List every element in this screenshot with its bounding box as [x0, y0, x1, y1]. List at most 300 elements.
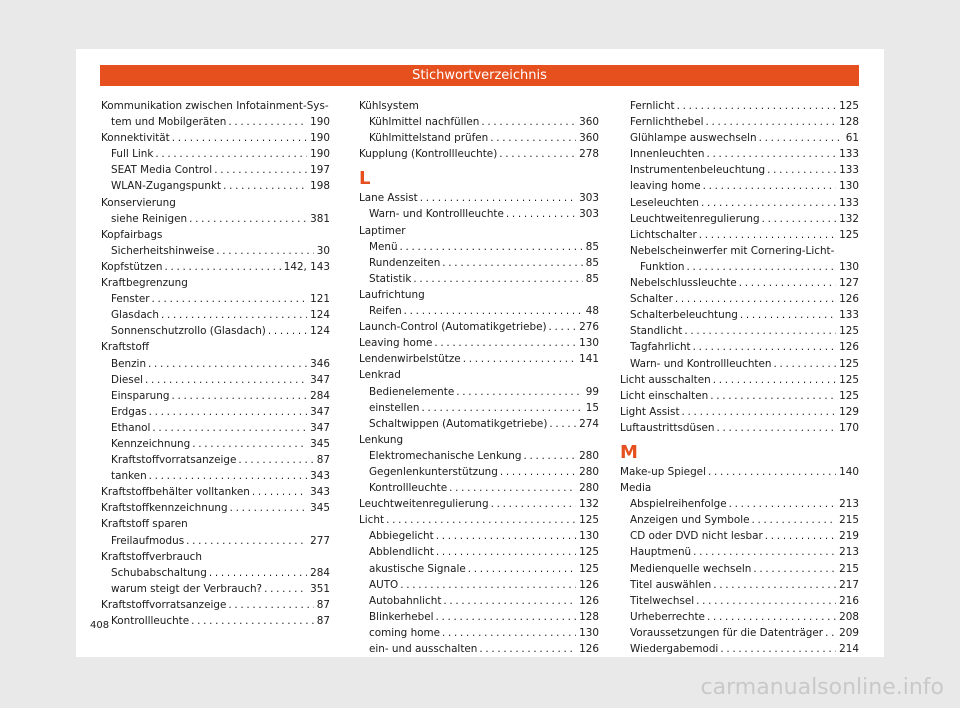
index-entry — [101, 259, 330, 275]
dot-leader — [757, 130, 843, 146]
index-entry — [620, 561, 859, 577]
index-entry — [620, 528, 859, 544]
index-entry — [101, 372, 330, 388]
index-entry-page: 213 — [839, 546, 859, 559]
index-entry-page: 345 — [310, 437, 330, 450]
dot-leader — [714, 420, 836, 436]
index-entry-term: Licht — [359, 514, 385, 527]
index-entry — [620, 577, 859, 593]
dot-leader — [147, 404, 308, 420]
index-entry — [359, 625, 599, 641]
index-entry — [359, 130, 599, 146]
index-entry-page: 215 — [839, 514, 859, 527]
index-entry-term: Funktion — [640, 260, 685, 273]
index-entry-term: Kraftstoffbehälter volltanken — [101, 486, 250, 499]
dot-leader — [703, 114, 836, 130]
index-entry — [620, 496, 859, 512]
index-entry-term: Benzin — [111, 357, 147, 370]
dot-leader — [212, 162, 307, 178]
index-entry-term: Leuchtweitenregulierung — [359, 498, 489, 511]
index-entry-term: tanken — [111, 470, 147, 483]
index-entry-page: 125 — [839, 373, 859, 386]
index-entry — [359, 239, 599, 255]
index-entry-page: 278 — [579, 148, 599, 161]
index-entry-page: 208 — [839, 610, 859, 623]
dot-leader — [146, 356, 307, 372]
dot-leader — [749, 512, 836, 528]
dot-leader — [694, 593, 836, 609]
index-entry-term: Einsparung — [111, 389, 170, 402]
index-entry — [101, 356, 330, 372]
index-entry-page: 125 — [579, 562, 599, 575]
index-entry — [359, 448, 599, 464]
index-entry-page: 209 — [839, 626, 859, 639]
index-entry — [101, 597, 330, 613]
index-entry-term: Sonnenschutzrollo (Glasdach) — [111, 325, 266, 338]
dot-leader — [418, 190, 576, 206]
index-entry-term: Schalterbeleuchtung — [630, 309, 738, 322]
index-entry-page: 197 — [310, 164, 330, 177]
index-entry — [101, 468, 330, 484]
index-entry-page: 85 — [585, 240, 599, 253]
index-entry-term: siehe Reinigen — [111, 212, 188, 225]
index-entry-page: 30 — [316, 244, 330, 257]
index-entry-page: 343 — [310, 470, 330, 483]
index-entry — [620, 178, 859, 194]
dot-leader — [521, 448, 576, 464]
index-entry — [101, 533, 330, 549]
dot-leader — [466, 561, 576, 577]
dot-leader — [497, 146, 576, 162]
index-entry-page: 142, 143 — [283, 260, 330, 273]
index-column-2 — [359, 98, 599, 657]
index-entry-page: 274 — [579, 417, 599, 430]
index-entry — [359, 593, 599, 609]
index-entry-term: Kraftstoffverbrauch — [101, 550, 202, 563]
index-entry — [620, 275, 859, 291]
index-entry-page: 125 — [839, 228, 859, 241]
index-entry — [620, 323, 859, 339]
dot-leader — [691, 339, 837, 355]
index-entry-page: 15 — [585, 401, 599, 414]
dot-leader — [504, 206, 576, 222]
dot-leader — [760, 211, 837, 227]
index-entry-term: Medienquelle wechseln — [630, 562, 752, 575]
index-entry — [101, 146, 330, 162]
index-entry-term: Hauptmenü — [630, 546, 692, 559]
index-entry-page: 280 — [579, 465, 599, 478]
index-entry-page: 280 — [579, 449, 599, 462]
index-entry-page: 360 — [579, 132, 599, 145]
index-entry — [101, 436, 330, 452]
index-entry — [359, 223, 599, 239]
dot-leader — [433, 609, 576, 625]
dot-leader — [680, 404, 837, 420]
index-entry — [101, 452, 330, 468]
index-entry — [101, 484, 330, 500]
index-entry — [101, 130, 330, 146]
index-entry-page: 347 — [310, 373, 330, 386]
index-entry-term: Kopfairbags — [101, 228, 163, 241]
dot-leader — [163, 259, 281, 275]
index-entry-term: Nebelschlussleuchte — [630, 277, 737, 290]
index-entry-page: 125 — [579, 546, 599, 559]
index-entry-page: 126 — [579, 594, 599, 607]
index-entry — [101, 275, 330, 291]
index-entry-term: Elektromechanische Lenkung — [369, 449, 522, 462]
index-entry-term: Urheberrechte — [630, 610, 705, 623]
dot-leader — [226, 597, 313, 613]
index-entry — [620, 480, 859, 496]
dot-leader — [765, 162, 836, 178]
index-entry — [620, 130, 859, 146]
index-entry-page: 130 — [839, 260, 859, 273]
index-entry — [101, 243, 330, 259]
index-entry-page: 133 — [839, 309, 859, 322]
index-entry-term: Schalter — [630, 293, 673, 306]
index-entry — [101, 227, 330, 243]
index-entry-page: 121 — [310, 293, 330, 306]
index-entry-page: 276 — [579, 321, 599, 334]
index-entry-term: Kraftstoff sparen — [101, 518, 188, 531]
index-entry — [359, 287, 599, 303]
index-entry-term: Rundenzeiten — [369, 256, 441, 269]
index-entry-page: 132 — [839, 212, 859, 225]
index-entry — [101, 339, 330, 355]
index-entry — [620, 625, 859, 641]
index-entry-term: Lane Assist — [359, 192, 418, 205]
dot-leader — [147, 468, 308, 484]
index-entry-term: Schaltwippen (Automatikgetriebe) — [369, 417, 548, 430]
index-entry-page: 126 — [839, 341, 859, 354]
index-entry — [101, 613, 330, 629]
index-entry — [101, 581, 330, 597]
dot-leader — [718, 641, 836, 657]
index-entry-term: Ethanol — [111, 421, 151, 434]
dot-leader — [221, 178, 307, 194]
dot-leader — [169, 388, 307, 404]
index-entry-term: Kraftstoffkennzeichnung — [101, 502, 228, 515]
index-entry-term: Light Assist — [620, 405, 680, 418]
dot-leader — [214, 243, 314, 259]
index-entry-page: 61 — [845, 132, 859, 145]
dot-leader — [477, 641, 576, 657]
index-entry-page: 303 — [579, 192, 599, 205]
index-entry — [359, 641, 599, 657]
index-entry-page: 127 — [839, 277, 859, 290]
dot-leader — [699, 195, 836, 211]
index-entry-page: 347 — [310, 421, 330, 434]
index-entry-term: Titelwechsel — [630, 594, 695, 607]
index-entry-term: Kraftstoffvorratsanzeige — [111, 454, 237, 467]
index-entry — [359, 351, 599, 367]
index-entry-page: 277 — [310, 534, 330, 547]
dot-leader — [675, 98, 837, 114]
dot-leader — [402, 303, 583, 319]
index-entry-page: 125 — [839, 100, 859, 112]
index-entry-term: Luftaustrittsdüsen — [620, 421, 715, 434]
index-entry-term: Sicherheitshinweise — [111, 244, 215, 257]
dot-leader — [498, 464, 576, 480]
dot-leader — [447, 480, 576, 496]
index-entry-term: Make-up Spiegel — [620, 465, 706, 478]
index-entry — [359, 528, 599, 544]
index-entry-term: tem und Mobilgeräten — [111, 116, 227, 129]
index-entry-term: Autobahnlicht — [369, 594, 442, 607]
index-entry-page: 129 — [839, 405, 859, 418]
index-entry-term: warum steigt der Verbrauch? — [111, 582, 263, 595]
index-entry-page: 126 — [579, 643, 599, 655]
index-entry-term: Lenkung — [359, 433, 404, 446]
index-entry — [620, 195, 859, 211]
index-entry-term: Kontrollleuchte — [111, 615, 190, 627]
index-entry-term: Kraftstoffvorratsanzeige — [101, 598, 227, 611]
index-entry-term: Lichtschalter — [630, 228, 697, 241]
dot-leader — [440, 625, 576, 641]
dot-leader — [763, 528, 836, 544]
index-entry-term: Leuchtweitenregulierung — [630, 212, 760, 225]
index-entry-page: 213 — [839, 498, 859, 511]
index-entry-term: Kennzeichnung — [111, 437, 191, 450]
index-entry — [359, 480, 599, 496]
index-entry — [359, 609, 599, 625]
dot-leader — [708, 388, 836, 404]
index-entry-page: 347 — [310, 405, 330, 418]
index-entry — [620, 609, 859, 625]
index-entry-term: Anzeigen und Symbole — [630, 514, 750, 527]
dot-leader — [751, 561, 836, 577]
dot-leader — [704, 146, 836, 162]
dot-leader — [266, 323, 307, 339]
dot-leader — [420, 400, 583, 416]
index-entry-term: Kühlsystem — [359, 100, 419, 112]
dot-leader — [706, 464, 836, 480]
index-entry-term: Kupplung (Kontrollleuchte) — [359, 148, 498, 161]
index-entry-page: 284 — [310, 566, 330, 579]
watermark: carmanualsonline.info — [700, 675, 944, 700]
index-entry — [101, 114, 330, 130]
index-entry-term: SEAT Media Control — [111, 164, 213, 177]
index-entry-term: Laptimer — [359, 224, 406, 237]
index-entry-page: 126 — [579, 578, 599, 591]
index-entry-page: 170 — [839, 421, 859, 434]
index-entry-term: Licht ausschalten — [620, 373, 711, 386]
index-entry — [620, 512, 859, 528]
index-entry-term: Abspielreihenfolge — [630, 498, 727, 511]
index-entry-page: 216 — [839, 594, 859, 607]
index-entry-page: 190 — [310, 132, 330, 145]
index-entry-page: 284 — [310, 389, 330, 402]
index-entry-term: einstellen — [369, 401, 420, 414]
index-entry — [359, 561, 599, 577]
index-entry — [620, 420, 859, 436]
index-entry-page: 190 — [310, 148, 330, 161]
index-entry — [101, 516, 330, 532]
index-entry — [359, 496, 599, 512]
dot-leader — [454, 384, 583, 400]
dot-leader — [398, 577, 576, 593]
index-entry-page: 351 — [310, 582, 330, 595]
index-entry-term: akustische Signale — [369, 562, 466, 575]
index-entry-page: 141 — [579, 353, 599, 366]
index-entry — [620, 372, 859, 388]
index-entry — [359, 400, 599, 416]
index-entry-page: 133 — [839, 164, 859, 177]
index-entry — [620, 259, 859, 275]
index-entry — [620, 356, 859, 372]
index-entry-term: Schubabschaltung — [111, 566, 207, 579]
dot-leader — [398, 239, 583, 255]
section-letter: L — [359, 168, 371, 190]
index-entry-page: 280 — [579, 482, 599, 495]
index-entry-term: Glasdach — [111, 309, 159, 322]
index-entry-term: AUTO — [369, 578, 399, 591]
index-entry-term: Kühlmittel nachfüllen — [369, 116, 480, 129]
dot-leader — [479, 114, 576, 130]
index-entry-page: 87 — [316, 615, 330, 627]
index-entry — [101, 565, 330, 581]
dot-leader — [711, 372, 836, 388]
index-entry-term: Abbiegelicht — [369, 530, 434, 543]
index-entry-term: Glühlampe auswechseln — [630, 132, 757, 145]
dot-leader — [190, 436, 307, 452]
index-entry-page: 345 — [310, 502, 330, 515]
index-entry — [359, 384, 599, 400]
index-entry-page: 128 — [579, 610, 599, 623]
index-entry — [101, 178, 330, 194]
dot-leader — [150, 420, 307, 436]
dot-leader — [691, 544, 836, 560]
index-entry-term: Kraftbegrenzung — [101, 277, 188, 290]
index-entry-page: 125 — [579, 514, 599, 527]
index-entry-term: Kühlmittelstand prüfen — [369, 132, 489, 145]
index-entry-page: 130 — [839, 180, 859, 193]
index-entry-term: WLAN-Zugangspunkt — [111, 180, 222, 193]
dot-leader — [685, 259, 837, 275]
index-column-1 — [101, 98, 330, 629]
index-entry-term: Blinkerhebel — [369, 610, 434, 623]
index-entry-term: Erdgas — [111, 405, 147, 418]
index-entry — [620, 339, 859, 355]
index-entry-term: Freilaufmodus — [111, 534, 185, 547]
index-entry-page: 124 — [310, 325, 330, 338]
index-entry — [359, 303, 599, 319]
index-entry-term: Konnektivität — [101, 132, 170, 145]
index-entry-page: 343 — [310, 486, 330, 499]
index-entry — [620, 593, 859, 609]
dot-leader — [236, 452, 313, 468]
index-entry-term: leaving home — [630, 180, 701, 193]
dot-leader — [488, 130, 576, 146]
index-entry-term: Kontrollleuchte — [369, 482, 448, 495]
index-entry — [620, 388, 859, 404]
dot-leader — [170, 130, 307, 146]
index-entry-page: 125 — [839, 357, 859, 370]
index-entry — [101, 307, 330, 323]
index-entry-term: Kommunikation zwischen Infotainment-Sys- — [101, 100, 329, 112]
index-entry — [620, 307, 859, 323]
index-entry-term: Innenleuchten — [630, 148, 705, 161]
dot-leader — [143, 372, 307, 388]
dot-leader — [823, 625, 836, 641]
index-entry — [359, 367, 599, 383]
index-entry — [359, 271, 599, 287]
index-entry-term: Nebelscheinwerfer mit Cornering-Licht- — [630, 244, 835, 257]
dot-leader — [737, 275, 836, 291]
dot-leader — [441, 593, 576, 609]
index-entry-page: 219 — [839, 530, 859, 543]
index-entry — [359, 98, 599, 114]
dot-leader — [184, 533, 307, 549]
dot-leader — [434, 528, 576, 544]
index-entry-term: Titel auswählen — [630, 578, 712, 591]
index-entry-term: Leaving home — [359, 337, 433, 350]
index-entry-term: ein- und ausschalten — [369, 643, 478, 655]
index-entry — [101, 404, 330, 420]
dot-leader — [250, 484, 307, 500]
index-entry-term: Launch-Control (Automatikgetriebe) — [359, 321, 547, 334]
dot-leader — [226, 114, 307, 130]
index-entry — [620, 146, 859, 162]
index-entry-page: 133 — [839, 148, 859, 161]
index-entry-term: Voraussetzungen für die Datenträger — [630, 626, 824, 639]
index-entry — [101, 549, 330, 565]
section-letter: M — [620, 441, 638, 463]
index-entry — [620, 227, 859, 243]
index-entry — [620, 211, 859, 227]
dot-leader — [682, 323, 836, 339]
index-entry-term: CD oder DVD nicht lesbar — [630, 530, 763, 543]
index-entry-term: Tagfahrlicht — [630, 341, 691, 354]
index-entry — [359, 206, 599, 222]
dot-leader — [701, 178, 837, 194]
index-entry-page: 125 — [839, 389, 859, 402]
index-entry — [101, 195, 330, 211]
index-entry-page: 190 — [310, 116, 330, 129]
index-entry-page: 381 — [310, 212, 330, 225]
index-entry-page: 217 — [839, 578, 859, 591]
index-entry-term: Konservierung — [101, 196, 176, 209]
index-entry — [620, 98, 859, 114]
dot-leader — [411, 271, 582, 287]
page-title: Stichwortverzeichnis — [100, 65, 859, 86]
index-entry — [359, 255, 599, 271]
index-entry-page: 214 — [839, 643, 859, 655]
index-entry — [359, 335, 599, 351]
page-number: 408 — [90, 620, 110, 631]
dot-leader — [434, 544, 576, 560]
index-entry — [359, 114, 599, 130]
dot-leader — [727, 496, 837, 512]
index-entry-page: 346 — [310, 357, 330, 370]
index-entry-page: 99 — [585, 385, 599, 398]
index-entry — [101, 291, 330, 307]
index-entry — [620, 404, 859, 420]
dot-leader — [159, 307, 307, 323]
index-entry-page: 130 — [579, 530, 599, 543]
index-entry-page: 126 — [839, 293, 859, 306]
dot-leader — [262, 581, 307, 597]
dot-leader — [150, 291, 308, 307]
index-entry-term: Menü — [369, 240, 398, 253]
index-entry — [101, 211, 330, 227]
index-entry-term: Bedienelemente — [369, 385, 455, 398]
index-entry-term: Statistik — [369, 272, 412, 285]
dot-leader — [440, 255, 582, 271]
index-entry — [620, 544, 859, 560]
index-entry — [620, 291, 859, 307]
index-entry-page: 48 — [585, 305, 599, 318]
